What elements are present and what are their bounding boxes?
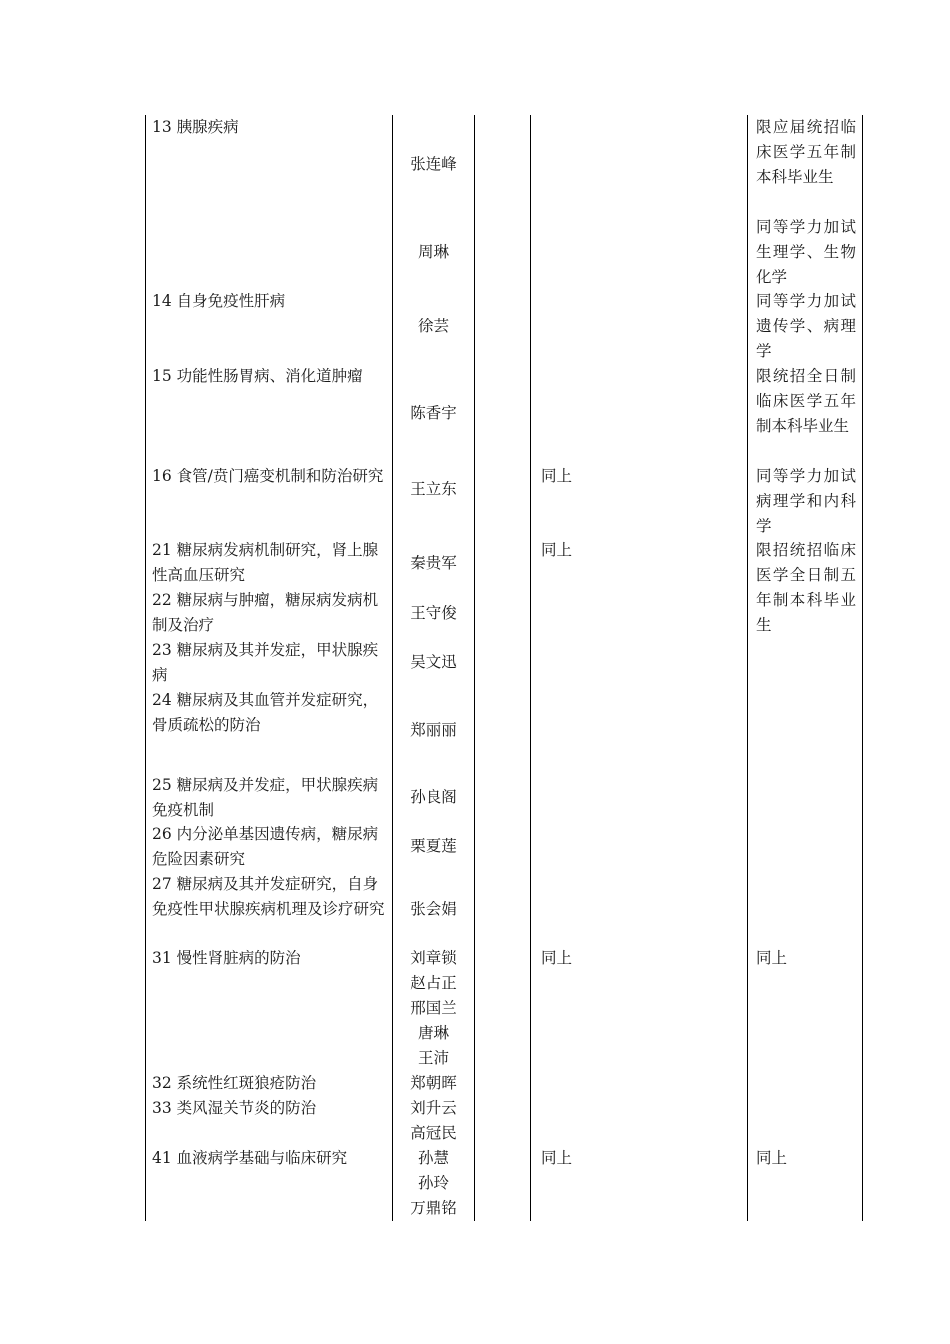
supervisor-name: 王守俊 (410, 604, 457, 622)
supervisor-name: 刘章锁 (410, 949, 457, 967)
supervisor-name: 郑丽丽 (410, 721, 457, 739)
research-direction: 21 糖尿病发病机制研究，肾上腺性高血压研究 (152, 541, 379, 584)
admission-category: 同上 (541, 1149, 573, 1167)
supervisor-name: 张连峰 (410, 155, 457, 173)
supervisor-name: 孙玲 (417, 1174, 449, 1192)
supervisor-name: 栗夏莲 (410, 837, 457, 855)
supervisor-name: 吴文迅 (410, 653, 457, 671)
remark: 同等学力加试病理学和内科学 (756, 467, 856, 535)
research-direction: 32 系统性红斑狼疮防治 (152, 1074, 317, 1092)
supervisor-name: 孙慧 (417, 1149, 449, 1167)
research-direction: 31 慢性肾脏病的防治 (152, 949, 301, 967)
admission-category: 同上 (541, 541, 573, 559)
research-direction: 25 糖尿病及并发症，甲状腺疾病免疫机制 (152, 776, 379, 819)
supervisor-name: 万鼎铭 (410, 1199, 457, 1217)
research-direction: 14 自身免疫性肝病 (152, 292, 286, 310)
research-direction: 33 类风湿关节炎的防治 (152, 1099, 317, 1117)
research-direction: 24 糖尿病及其血管并发症研究，骨质疏松的防治 (152, 691, 379, 734)
table-rule-right (862, 115, 863, 1221)
research-direction: 16 食管/贲门癌变机制和防治研究 (152, 467, 384, 485)
research-direction: 26 内分泌单基因遗传病，糖尿病危险因素研究 (152, 825, 379, 868)
supervisor-name: 王立东 (410, 480, 457, 498)
supervisor-name: 刘升云 (410, 1099, 457, 1117)
supervisor-name: 张会娟 (410, 900, 457, 918)
admission-category: 同上 (541, 949, 573, 967)
research-direction: 27 糖尿病及其并发症研究，自身免疫性甲状腺疾病机理及诊疗研究 (152, 875, 385, 918)
supervisor-name: 秦贵军 (410, 554, 457, 572)
research-direction: 15 功能性肠胃病、消化道肿瘤 (152, 367, 363, 385)
table-rule-left (145, 115, 146, 1221)
remark: 同等学力加试遗传学、病理学 (756, 292, 856, 360)
supervisor-name: 孙良阁 (410, 788, 457, 806)
supervisor-name: 唐琳 (417, 1024, 449, 1042)
supervisor-name: 邢国兰 (410, 999, 457, 1017)
supervisor-name: 高冠民 (410, 1124, 457, 1142)
supervisor-name: 陈香宇 (410, 404, 457, 422)
remark: 限应届统招临床医学五年制本科毕业生 (756, 118, 856, 186)
table-rule-supervisor (474, 115, 475, 1221)
supervisor-name: 郑朝晖 (410, 1074, 457, 1092)
remark: 同上 (756, 1149, 788, 1167)
research-direction: 13 胰腺疾病 (152, 118, 239, 136)
research-direction: 23 糖尿病及其并发症，甲状腺疾病 (152, 641, 379, 684)
supervisor-name: 徐芸 (417, 317, 449, 335)
admission-category: 同上 (541, 467, 573, 485)
remark: 限招统招临床医学全日制五年制本科毕业生 (756, 541, 856, 634)
research-direction: 41 血液病学基础与临床研究 (152, 1149, 348, 1167)
remark: 同等学力加试生理学、生物化学 (756, 218, 856, 286)
supervisor-name: 王沛 (417, 1049, 449, 1067)
table-rule-col4 (747, 115, 748, 1221)
supervisor-name: 赵占正 (410, 974, 457, 992)
remark: 同上 (756, 949, 788, 967)
remark: 限统招全日制临床医学五年制本科毕业生 (756, 367, 856, 435)
supervisor-name: 周琳 (417, 243, 449, 261)
research-direction: 22 糖尿病与肿瘤，糖尿病发病机制及治疗 (152, 591, 379, 634)
table-rule-col3 (530, 115, 531, 1221)
